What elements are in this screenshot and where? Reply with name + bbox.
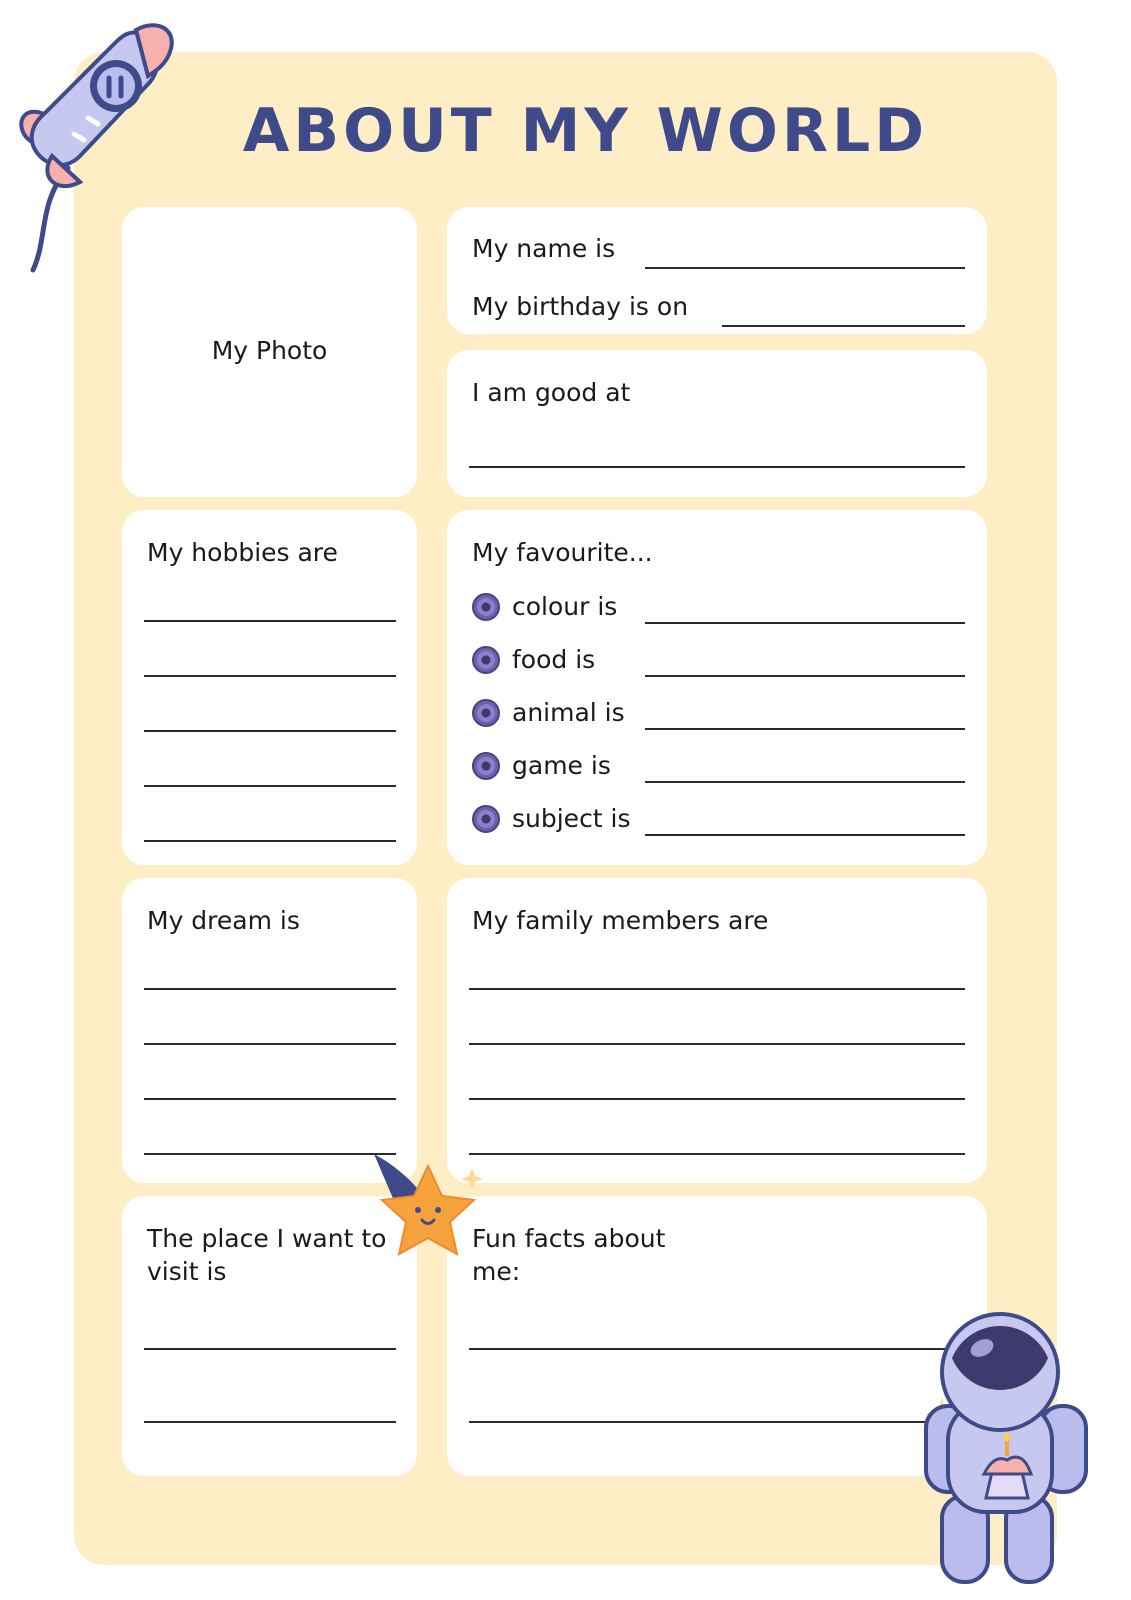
dream-input-line[interactable]: [144, 1043, 396, 1045]
family-label: My family members are: [472, 906, 769, 935]
family-input-line[interactable]: [469, 1098, 965, 1100]
favourite-row-colour: [472, 592, 617, 621]
donut-icon: [472, 646, 500, 674]
favourite-row-subject: [472, 804, 631, 833]
fun-facts-label: Fun facts about me:: [472, 1224, 666, 1286]
name-label: My name is: [472, 234, 616, 263]
favourite-game-line[interactable]: [645, 781, 965, 783]
favourite-animal-line[interactable]: [645, 728, 965, 730]
dream-input-line[interactable]: [144, 1098, 396, 1100]
favourite-row-animal: [472, 698, 625, 727]
dream-card: [122, 878, 417, 1183]
good-at-input-line[interactable]: [469, 466, 965, 468]
birthday-input-line[interactable]: [722, 325, 965, 327]
favourite-subject-line[interactable]: [645, 834, 965, 836]
donut-icon: [472, 805, 500, 833]
favourite-row-game: [472, 751, 611, 780]
identity-card: [447, 207, 987, 334]
photo-label: My Photo: [211, 336, 328, 365]
name-input-line[interactable]: [645, 267, 965, 269]
dream-label: My dream is: [147, 906, 300, 935]
family-input-line[interactable]: [469, 1153, 965, 1155]
favourite-food-line[interactable]: [645, 675, 965, 677]
favourite-subject-label: subject is: [512, 804, 631, 833]
hobbies-card: [122, 510, 417, 865]
good-at-card: [447, 350, 987, 497]
donut-icon: [472, 752, 500, 780]
favourite-food-label: food is: [512, 645, 596, 674]
birthday-label: My birthday is on: [472, 292, 689, 321]
favourite-animal-label: animal is: [512, 698, 625, 727]
shooting-star-icon: [368, 1148, 488, 1258]
astronaut-icon: [890, 1310, 1100, 1590]
favourites-card: [447, 510, 987, 865]
donut-icon: [472, 699, 500, 727]
family-card: [447, 878, 987, 1183]
hobbies-label: My hobbies are: [147, 538, 338, 567]
family-input-line[interactable]: [469, 1043, 965, 1045]
place-label: The place I want to visit is: [147, 1224, 387, 1286]
favourite-colour-label: colour is: [512, 592, 618, 621]
hobbies-input-line[interactable]: [144, 675, 396, 677]
page-title: ABOUT MY WORLD: [242, 96, 929, 166]
hobbies-input-line[interactable]: [144, 730, 396, 732]
dream-input-line[interactable]: [144, 988, 396, 990]
place-input-line[interactable]: [144, 1421, 396, 1423]
good-at-label: I am good at: [472, 378, 631, 407]
favourite-row-food: [472, 645, 595, 674]
hobbies-input-line[interactable]: [144, 785, 396, 787]
hobbies-input-line[interactable]: [144, 620, 396, 622]
photo-box[interactable]: [122, 207, 417, 497]
favourite-colour-line[interactable]: [645, 622, 965, 624]
hobbies-input-line[interactable]: [144, 840, 396, 842]
favourites-heading: My favourite...: [472, 538, 653, 567]
donut-icon: [472, 593, 500, 621]
favourite-game-label: game is: [512, 751, 611, 780]
place-input-line[interactable]: [144, 1348, 396, 1350]
dream-input-line[interactable]: [144, 1153, 396, 1155]
family-input-line[interactable]: [469, 988, 965, 990]
